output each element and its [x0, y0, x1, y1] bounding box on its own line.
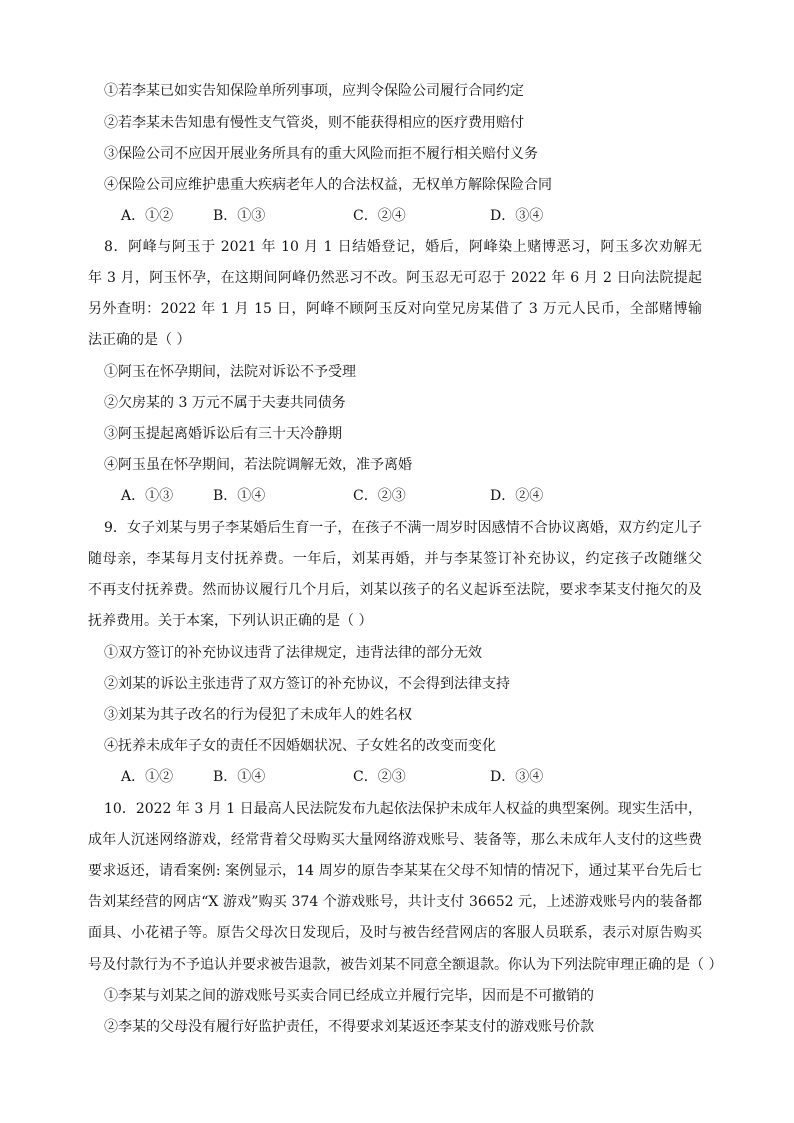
q8-option-4: ④阿玉虽在怀孕期间，若法院调解无效，准予离婚 [104, 457, 412, 473]
q8-stem-line-4: 法正确的是（ ） [88, 332, 191, 348]
q9-option-4: ④抚养未成年子女的责任不因婚姻状况、子女姓名的改变而变化 [104, 738, 496, 754]
q10-option-2: ②李某的父母没有履行好监护责任，不得要求刘某返还李某支付的游戏账号价款 [104, 1019, 594, 1035]
q7-choice-b: B．①③ [213, 208, 266, 224]
q7-choice-a: A．①② [121, 208, 174, 224]
q9-option-1: ①双方签订的补充协议违背了法律规定，违背法律的部分无效 [104, 645, 482, 661]
q8-option-1: ①阿玉在怀孕期间，法院对诉讼不予受理 [104, 364, 356, 380]
q9-option-2: ②刘某的诉讼主张违背了双方签订的补充协议，不会得到法律支持 [104, 676, 510, 692]
q10-stem-line-5: 面具、小花裙子等。原告父母次日发现后，及时与被告经营网店的客服人员联系，表示对原告购买 [88, 925, 702, 941]
q10-stem-line-4: 告刘某经营的网店“X 游戏”购买 374 个游戏账号，共计支付 36652 元，上述游戏账号内的装备都 [88, 894, 702, 910]
q8-choice-b: B．①④ [213, 488, 266, 504]
q8-choice-d: D．②④ [490, 488, 544, 504]
q8-option-3: ③阿玉提起离婚诉讼后有三十天冷静期 [104, 426, 342, 442]
q10-option-1: ①李某与刘某之间的游戏账号买卖合同已经成立并履行完毕，因而是不可撤销的 [104, 988, 594, 1004]
q10-stem-line-6: 号及付款行为不予追认并要求被告退款，被告刘某不同意全额退款。你认为下列法院审理正确的是（ ） [88, 957, 723, 973]
q7-option-4: ④保险公司应维护患重大疾病老年人的合法权益，无权单方解除保险合同 [104, 177, 552, 193]
q8-stem-line-1: 8．阿峰与阿玉于 2021 年 10 月 1 日结婚登记，婚后，阿峰染上赌博恶习，阿玉多次劝解无 [104, 239, 702, 255]
q9-choice-b: B．①④ [213, 769, 266, 785]
q9-choice-d: D．③④ [490, 769, 544, 785]
q10-stem-line-3: 要求返还，请看案例: 案例显示，14 周岁的原告李某某在父母不知情的情况下，通过某平台先后七 [88, 863, 702, 879]
q10-stem-line-2: 成年人沉迷网络游戏，经常背着父母购买大量网络游戏账号、装备等，那么未成年人支付的这些费 [88, 832, 702, 848]
q7-choice-d: D．③④ [490, 208, 544, 224]
q8-stem-line-3: 另外查明：2022 年 1 月 15 日，阿峰不顾阿玉反对向堂兄房某借了 3 万元人民币，全部赌博输 [88, 301, 702, 317]
q9-option-3: ③刘某为其子改名的行为侵犯了未成年人的姓名权 [104, 707, 412, 723]
q8-stem-line-2: 年 3 月，阿玉怀孕，在这期间阿峰仍然恶习不改。阿玉忍无可忍于 2022 年 6 月 2 日向法院提起 [88, 270, 702, 286]
q8-option-2: ②欠房某的 3 万元不属于夫妻共同债务 [104, 395, 346, 411]
q7-option-3: ③保险公司不应因开展业务所具有的重大风险而拒不履行相关赔付义务 [104, 146, 538, 162]
q9-choice-a: A．①② [121, 769, 174, 785]
q7-option-2: ②若李某未告知患有慢性支气管炎，则不能获得相应的医疗费用赔付 [104, 115, 524, 131]
q7-choice-c: C．②④ [353, 208, 406, 224]
q7-option-1: ①若李某已如实告知保险单所列事项，应判令保险公司履行合同约定 [104, 83, 524, 99]
q10-stem-line-1: 10．2022 年 3 月 1 日最高人民法院发布九起依法保护未成年人权益的典型案例。现实生活中， [104, 801, 702, 817]
q9-stem-line-3: 不再支付抚养费。然而协议履行几个月后，刘某以孩子的名义起诉至法院，要求李某支付拖欠的及 [88, 582, 702, 598]
q8-choice-a: A．①③ [121, 488, 174, 504]
q8-choice-c: C．②③ [353, 488, 406, 504]
q9-stem-line-2: 随母亲，李某每月支付抚养费。一年后，刘某再婚，并与李某签订补充协议，约定孩子改随继父 [88, 551, 702, 567]
q9-choice-c: C．②③ [353, 769, 406, 785]
q9-stem-line-4: 抚养费用。关于本案，下列认识正确的是（ ） [88, 613, 373, 629]
q9-stem-line-1: 9．女子刘某与男子李某婚后生育一子，在孩子不满一周岁时因感情不合协议离婚，双方约定儿子 [104, 520, 702, 536]
